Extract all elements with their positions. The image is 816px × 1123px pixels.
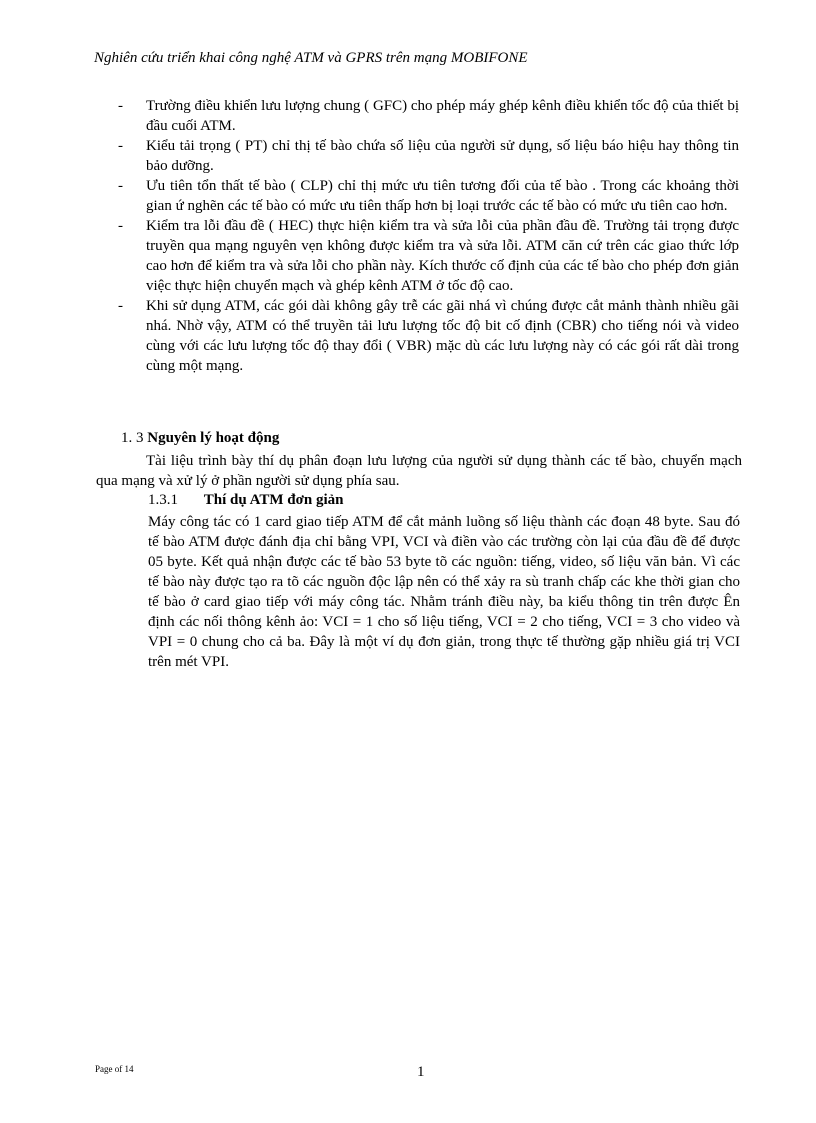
- footer-page-of: Page of 14: [95, 1064, 134, 1074]
- bullet-text: Kiểu tải trọng ( PT) chỉ thị tế bào chứa số liệu của người sử dụng, số liệu báo hiệu hay thông tin bảo dưỡng.: [146, 138, 739, 174]
- bullet-item: [118, 216, 739, 296]
- section-number: 1. 3: [121, 430, 144, 446]
- bullet-item: [118, 176, 739, 216]
- bullet-marker: -: [118, 138, 123, 154]
- section-title: Nguyên lý hoạt động: [147, 430, 280, 446]
- bullet-text: Trường điều khiển lưu lượng chung ( GFC) cho phép máy ghép kênh điều khiển tốc độ của thiết bị đầu cuối ATM.: [146, 98, 739, 134]
- subsection-heading: [148, 492, 344, 509]
- subsection-body: Máy công tác có 1 card giao tiếp ATM để cắt mảnh luồng số liệu thành các đoạn 48 byte. Sau đó tế bào ATM được đánh địa chỉ bằng VPI, VCI và điền vào các trường còn lại của đầu đề để được 05 byte. Kết quả nhận được các tế bào 53 byte tõ các nguồn: tiếng, video, số liệu văn bản. Vì các tế bào này được tạo ra tõ các nguồn độc lập nên có thể xảy ra sù tranh chấp các khe thời gian cho tế bào ở card giao tiếp với máy công tác. Nhằm tránh điều này, ba kiểu thông tin trên được Ên định các nối thông kênh ảo: VCI = 1 cho số liệu tiếng, VCI = 2 cho tiếng, VCI = 3 cho video và VPI = 0 chung cho cả ba. Đây là một ví dụ đơn giản, trong thực tế thường gặp nhiều giá trị VCI trên mét VPI.: [148, 514, 740, 670]
- subsection-title: Thí dụ ATM đơn giản: [203, 492, 344, 508]
- section-heading: [121, 430, 279, 447]
- footer-page-number: 1: [417, 1064, 425, 1080]
- bullet-text: Khi sử dụng ATM, các gói dài không gây trễ các gãi nhá vì chúng được cắt mảnh thành nhiều gãi nhá. Nhờ vậy, ATM có thể truyền tải lưu lượng tốc độ bit cố định (CBR) cho tiếng nói và video cùng với các lưu lượng tốc độ thay đổi ( VBR) mặc dù các lưu lượng này có các gói rất dài trong cùng một mạng.: [146, 298, 739, 374]
- section-intro: Tài liệu trình bày thí dụ phân đoạn lưu lượng của người sử dụng thành các tế bào, chuyển mạch qua mạng và xử lý ở phần người sử dụng phía sau.: [96, 453, 742, 489]
- bullet-marker: -: [118, 98, 123, 114]
- bullet-item: [118, 96, 739, 136]
- bullet-item: [118, 136, 739, 176]
- bullet-item: [118, 296, 739, 376]
- bullet-marker: -: [118, 298, 123, 314]
- bullet-marker: -: [118, 218, 123, 234]
- bullet-text: Ưu tiên tổn thất tế bào ( CLP) chỉ thị mức ưu tiên tương đối của tế bào . Trong các khoảng thời gian ứ nghẽn các tế bào có mức ưu tiên thấp hơn bị loại trước các tế bào có mức ưu tiên cao hơn.: [146, 178, 739, 214]
- subsection-number: 1.3.1: [148, 492, 178, 508]
- bullet-marker: -: [118, 178, 123, 194]
- bullet-text: Kiểm tra lỗi đầu đề ( HEC) thực hiện kiểm tra và sửa lỗi của phần đầu đề. Trường tải trọng được truyền qua mạng nguyên vẹn không được kiểm tra và sửa lỗi. ATM căn cứ trên các giao thức lớp cao hơn để kiểm tra và sửa lỗi cho phần này. Kích thước cố định của các tế bào cho phép đơn giản việc thực hiện chuyển mạch và ghép kênh ATM ở tốc độ cao.: [146, 218, 739, 294]
- bullet-list: [118, 96, 739, 376]
- page-header: Nghiên cứu triển khai công nghệ ATM và GPRS trên mạng MOBIFONE: [94, 50, 528, 66]
